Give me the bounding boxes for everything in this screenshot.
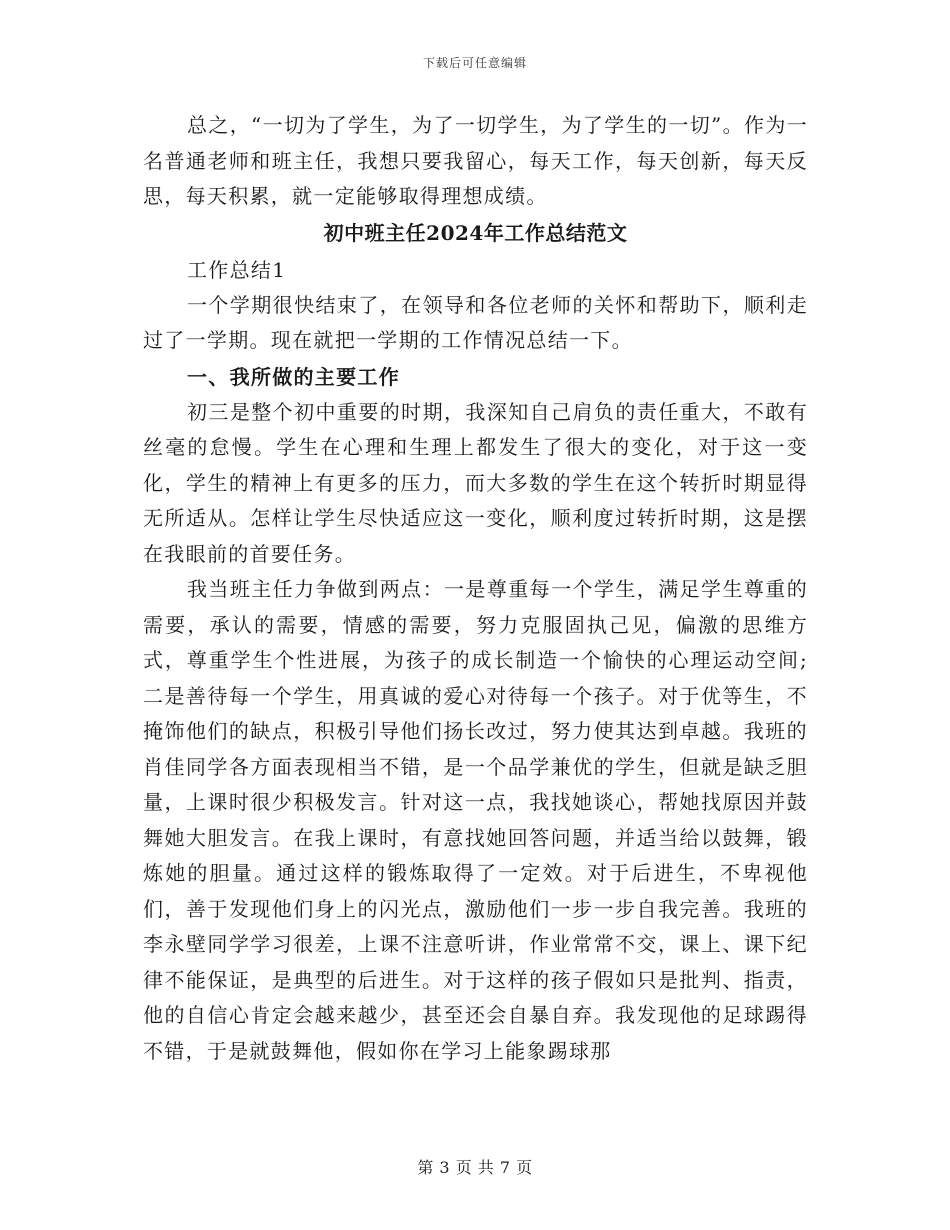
- download-note: 下载后可任意编辑: [422, 56, 527, 70]
- body-paragraph-1: 初三是整个初中重要的时期，我深知自己肩负的责任重大，不敢有丝毫的怠慢。学生在心理和生理上都发生了很大的变化，对于这一变化，学生的精神上有更多的压力，而大多数的学生在这个转折时期显得无所适从。怎样让学生尽快适应这一变化，顺利度过转折时期，这是摆在我眼前的首要任务。: [143, 399, 808, 566]
- page-number: 第 3 页 共 7 页: [417, 1158, 533, 1177]
- document-body: [143, 108, 808, 1069]
- document-subtitle: 工作总结1: [187, 257, 287, 282]
- section-heading: 一、我所做的主要工作: [187, 364, 400, 389]
- opening-paragraph: 一个学期很快结束了，在领导和各位老师的关怀和帮助下，顺利走过了一学期。现在就把一学期的工作情况总结一下。: [143, 292, 808, 352]
- intro-paragraph: 总之，“一切为了学生，为了一切学生，为了学生的一切”。作为一名普通老师和班主任，我想只要我留心，每天工作，每天创新，每天反思，每天积累，就一定能够取得理想成绩。: [143, 113, 808, 208]
- body-paragraph-2: 我当班主任力争做到两点：一是尊重每一个学生，满足学生尊重的需要，承认的需要，情感的需要，努力克服固执己见，偏激的思维方式，尊重学生个性进展，为孩子的成长制造一个愉快的心理运动空间;二是善待每一个学生，用真诚的爱心对待每一个孩子。对于优等生，不掩饰他们的缺点，积极引导他们扬长改过，努力使其达到卓越。我班的肖佳同学各方面表现相当不错，是一个品学兼优的学生，但就是缺乏胆量，上课时很少积极发言。针对这一点，我找她谈心，帮她找原因并鼓舞她大胆发言。在我上课时，有意找她回答问题，并适当给以鼓舞，锻炼她的胆量。通过这样的锻炼取得了一定效。对于后进生，不卑视他们，善于发现他们身上的闪光点，激励他们一步一步自我完善。我班的李永壁同学学习很差，上课不注意听讲，作业常常不交，课上、课下纪律不能保证，是典型的后进生。对于这样的孩子假如只是批判、指责，他的自信心肯定会越来越少，甚至还会自暴自弃。我发现他的足球踢得不错，于是就鼓舞他，假如你在学习上能象踢球那: [143, 577, 808, 1063]
- document-title: 初中班主任2024年工作总结范文: [323, 220, 628, 245]
